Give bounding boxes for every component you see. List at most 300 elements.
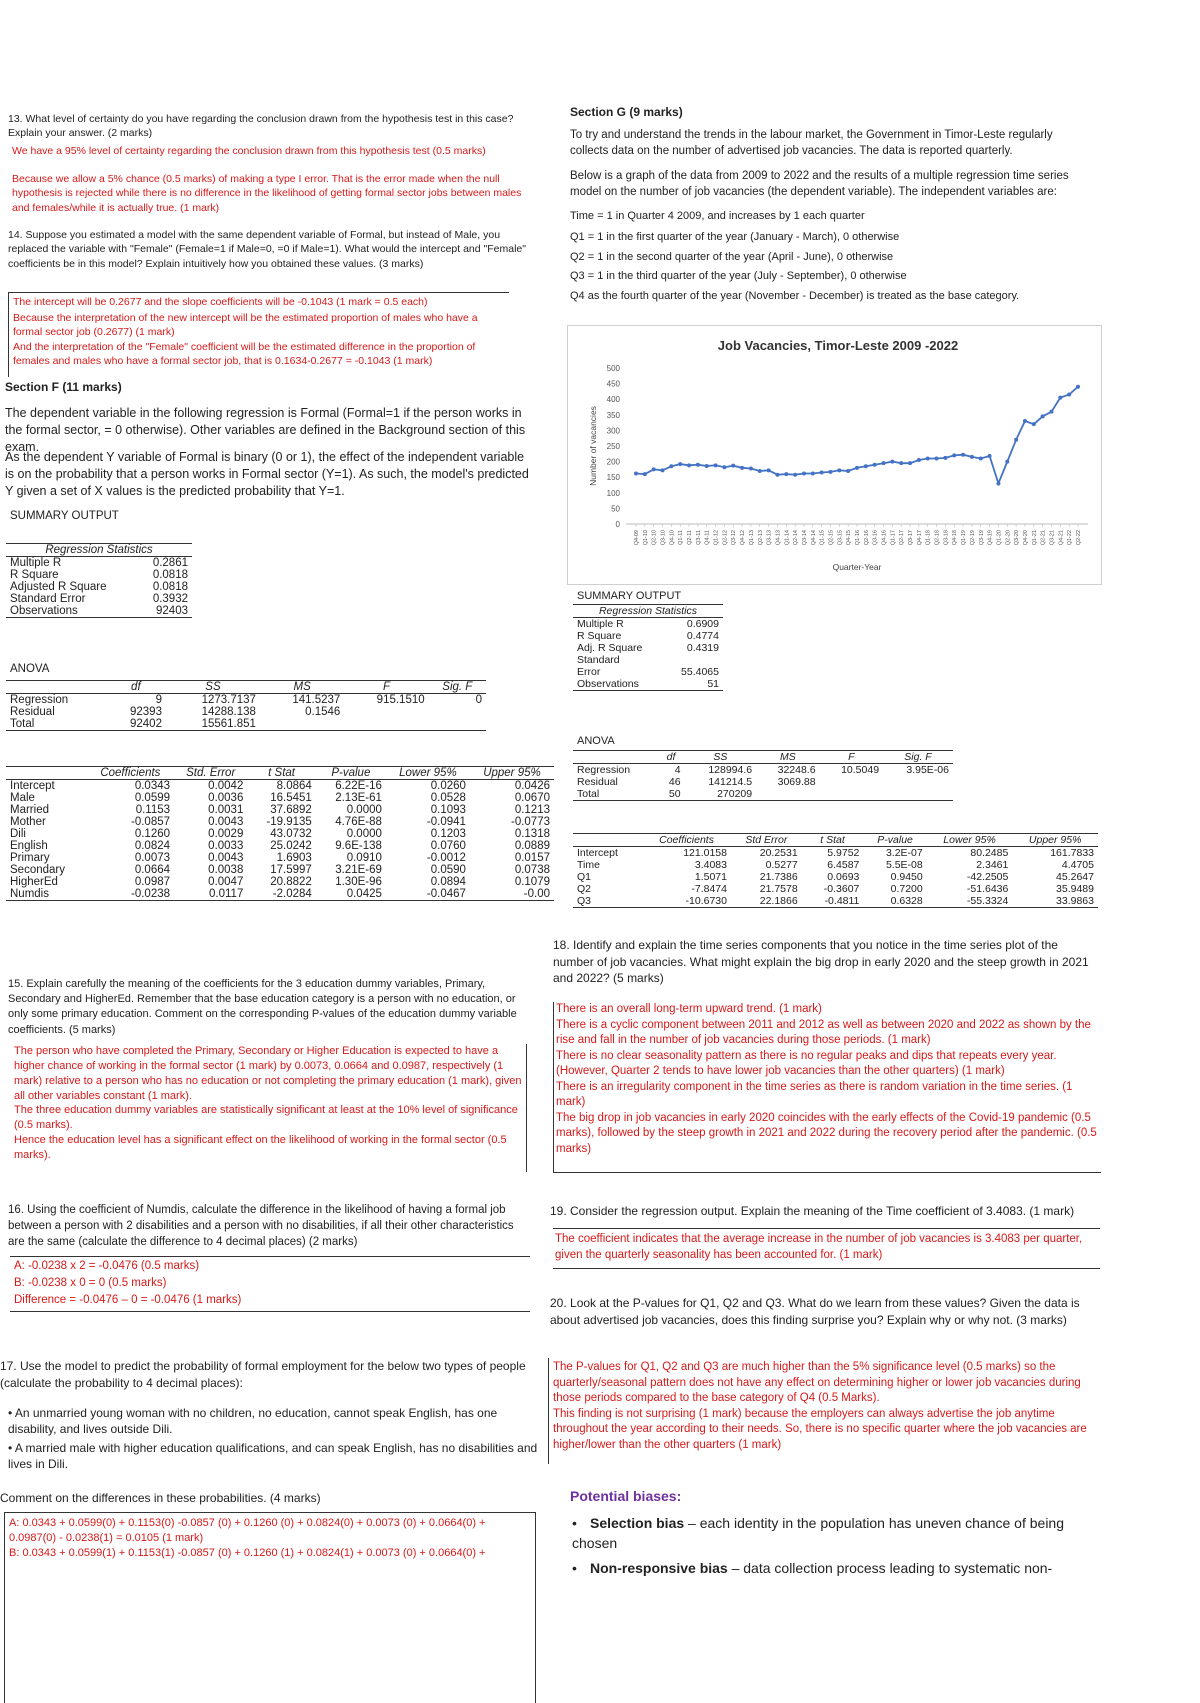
x-tick-label: Q4-18 <box>952 530 959 546</box>
data-point <box>1058 396 1062 400</box>
divider <box>10 1311 530 1312</box>
table-row <box>6 581 192 593</box>
data-point <box>1076 385 1080 389</box>
col-header: Lower 95% <box>386 767 470 780</box>
q18-answer-2: There is a cyclic component between 2011 and 2012 as well as between 2020 and 2022 as shown by the rise and fall in the number of job vacancies during those periods. (1 mark) <box>556 1018 1091 1047</box>
table-row <box>573 654 723 666</box>
table-row <box>6 888 554 901</box>
cell: -0.0467 <box>386 888 470 901</box>
cell: 45.2647 <box>1056 871 1094 883</box>
x-tick-label: Q2-18 <box>934 530 941 546</box>
q15-answer-box <box>14 1044 527 1172</box>
divider <box>10 1256 530 1257</box>
q18-answer-box <box>553 1002 1101 1173</box>
stat-label: Observations <box>573 678 665 691</box>
cell: 25.0242 <box>270 840 312 852</box>
cell: Regression <box>577 764 631 776</box>
data-point <box>758 469 762 473</box>
cell: 0.0738 <box>514 864 550 876</box>
q17-text: 17. Use the model to predict the probability of formal employment for the below two types of people (calculate the probability to 4 decimal places): <box>0 1359 526 1390</box>
x-tick-label: Q3-19 <box>978 530 985 546</box>
x-tick-label: Q1-12 <box>713 530 720 546</box>
divider <box>553 1228 1100 1229</box>
y-tick-label: 350 <box>606 410 620 420</box>
regstats-title-right: Regression Statistics <box>573 605 723 618</box>
table-row <box>573 764 953 777</box>
regstats-table-left <box>6 543 192 618</box>
data-point <box>899 461 903 465</box>
table-row <box>573 871 1098 883</box>
x-tick-label: Q4-13 <box>775 530 782 546</box>
y-tick-label: 50 <box>611 504 620 514</box>
cell: 141214.5 <box>708 776 753 788</box>
q15-answer-1: The person who have completed the Primary, Secondary or Higher Education is expected to have a higher chance of working in the formal sector (1 mark) by 0.0073, 0.0664 and 0.0987, respectively (1 mark) relative to a person who has no education or not completing the primary education (1 mark), given all other variables constant (1 mark). <box>14 1045 522 1102</box>
x-tick-label: Q4-11 <box>704 530 711 545</box>
q16-answer-1: A: -0.0238 x 2 = -0.0476 (0.5 marks) <box>14 1260 200 1272</box>
stat-value: 0.0818 <box>152 569 188 581</box>
cell: 0.1318 <box>514 828 550 840</box>
cell: 4.4705 <box>1061 859 1094 871</box>
stat-label: R Square <box>10 569 59 581</box>
stat-label: Multiple R <box>10 557 62 569</box>
cell: 0.6328 <box>863 895 926 908</box>
cell: 8.0864 <box>276 780 312 792</box>
cell: 0.0599 <box>134 792 171 804</box>
cell: 0.0528 <box>430 792 466 804</box>
x-tick-label: Q2-12 <box>722 530 729 546</box>
col-header: MS <box>260 681 344 694</box>
data-point <box>996 481 1000 485</box>
cell: 0.0343 <box>134 780 171 792</box>
data-point <box>1067 393 1071 397</box>
x-tick-label: Q4-16 <box>881 530 888 546</box>
data-point <box>926 456 930 460</box>
x-tick-label: Q4-10 <box>669 530 676 546</box>
col-header: SS <box>166 681 260 694</box>
cell: 32248.6 <box>777 764 816 776</box>
x-tick-label: Q4-14 <box>810 530 817 546</box>
cell: Residual <box>577 776 618 788</box>
cell: 3069.88 <box>777 776 816 788</box>
variable-def-q2: Q2 = 1 in the second quarter of the year (April - June), 0 otherwise <box>570 251 894 263</box>
x-tick-label: Q2-10 <box>651 530 658 546</box>
x-tick-label: Q3-11 <box>695 530 702 545</box>
cell: 0.0117 <box>174 888 247 901</box>
x-tick-label: Q1-17 <box>890 530 897 546</box>
q14-answer-2: Because the interpretation of the new intercept will be the estimated proportion of males who have a formal sector job (0.2677) (1 mark) <box>13 312 478 339</box>
cell: 0.1260 <box>134 828 171 840</box>
stat-value: 51 <box>665 678 723 691</box>
y-tick-label: 200 <box>606 457 620 467</box>
data-point <box>687 463 691 467</box>
cell: 4.76E-88 <box>335 816 382 828</box>
cell: 92393 <box>129 706 162 718</box>
summary-output-label: SUMMARY OUTPUT <box>10 510 119 522</box>
q13-answer-1: We have a 95% level of certainty regarding the conclusion drawn from this hypothesis test (0.5 marks) <box>12 145 486 157</box>
cell: 0.1546 <box>305 706 341 718</box>
cell: 121.0158 <box>683 847 727 859</box>
q13-answer-2: Because we allow a 5% chance (0.5 marks) of making a type I error. That is the error made when the null hypothesis is rejected while there is no difference in the likelihood of getting formal sector jobs between males and females/while it is actually true. (1 mark) <box>12 173 522 214</box>
section-g-title: Section G (9 marks) <box>570 105 683 119</box>
cell: -0.0012 <box>426 852 466 864</box>
variable-def-q4: Q4 as the fourth quarter of the year (November - December) is treated as the base category. <box>570 290 1020 302</box>
x-tick-label: Q1-10 <box>642 530 649 546</box>
table-row <box>6 706 486 718</box>
q18-answer-1: There is an overall long-term upward trend. (1 mark) <box>556 1003 822 1015</box>
table-row <box>573 788 953 801</box>
row-label: Intercept <box>10 780 55 792</box>
table-row <box>6 593 192 605</box>
data-point <box>882 461 886 465</box>
cell: 3.2E-07 <box>885 847 923 859</box>
cell: 33.9863 <box>1012 895 1098 908</box>
data-point <box>855 466 859 470</box>
cell: 3.4083 <box>694 859 727 871</box>
q17-bullet-2-text: A married male with higher education qualifications, and can speak English, has no disabilities and lives in Dili. <box>8 1441 538 1472</box>
cell: 0.0260 <box>430 780 466 792</box>
stat-value: 92403 <box>138 605 192 618</box>
cell: 0.0029 <box>208 828 244 840</box>
y-tick-label: 300 <box>606 426 620 436</box>
data-point <box>828 470 832 474</box>
data-point <box>775 473 779 477</box>
job-vacancies-chart <box>568 326 1101 584</box>
table-row <box>6 569 192 581</box>
q17-bullet-2: • A married male with higher education qualifications, and can speak English, has no disabilities and lives in Dili. <box>8 1441 538 1472</box>
q17-bullet-1: • An unmarried young woman with no children, no education, cannot speak English, has one disability, and lives outside Dili. <box>8 1406 498 1437</box>
table-row <box>573 883 1098 895</box>
col-header: t Stat <box>247 767 315 780</box>
stat-value: 0.3932 <box>152 593 188 605</box>
cell: -0.0773 <box>510 816 550 828</box>
cell: 0.0073 <box>134 852 171 864</box>
cell: 0.0038 <box>208 864 244 876</box>
cell: 0.0043 <box>208 852 244 864</box>
col-header: Std Error <box>731 834 802 847</box>
row-label: Q3 <box>573 895 642 908</box>
cell: -7.8474 <box>691 883 727 895</box>
cell: 0.0042 <box>208 780 244 792</box>
cell: Total <box>573 788 657 801</box>
y-tick-label: 150 <box>606 473 620 483</box>
col-header: Lower 95% <box>927 834 1013 847</box>
x-tick-label: Q1-22 <box>1067 530 1074 546</box>
cell: 20.2531 <box>759 847 798 859</box>
stat-label: Observations <box>6 605 138 618</box>
y-axis-label: Number of vacancies <box>588 406 598 486</box>
row-label: Mother <box>10 816 46 828</box>
table-row <box>573 847 1098 860</box>
q17-answer-box <box>4 1512 536 1703</box>
data-point <box>634 471 638 475</box>
q19-text: 19. Consider the regression output. Explain the meaning of the Time coefficient of 3.4083. (1 mark) <box>550 1204 1075 1218</box>
stat-label: Adjusted R Square <box>10 581 107 593</box>
q14-answer-3: And the interpretation of the "Female" coefficient will be the estimated difference in the proportion of females and males who have a formal sector job, that is 0.1634-0.2677 = -0.1043 (1 mark) <box>13 340 476 367</box>
bullet: • <box>572 1515 577 1531</box>
cell: 9 <box>155 694 162 706</box>
col-header: Sig. F <box>883 751 953 764</box>
x-tick-label: Q1-18 <box>925 530 932 546</box>
x-tick-label: Q3-16 <box>872 530 879 546</box>
chart-frame <box>567 325 1102 585</box>
table-row <box>573 630 723 642</box>
cell: 0.0426 <box>514 780 550 792</box>
table-row <box>6 804 554 816</box>
biases-title: Potential biases: <box>570 1488 682 1504</box>
data-point <box>837 468 841 472</box>
row-label: Numdis <box>6 888 87 901</box>
x-tick-label: Q4-20 <box>1022 530 1029 546</box>
q20-answer-box <box>548 1358 1101 1464</box>
cell: 0.5277 <box>765 859 798 871</box>
cell: 0.7200 <box>890 883 923 895</box>
x-tick-label: Q2-22 <box>1076 530 1082 546</box>
data-point <box>1032 422 1036 426</box>
bias-desc: – each identity in the population has uneven chance of being chosen <box>572 1515 1064 1552</box>
table-row <box>6 718 486 731</box>
q15-answer-3: Hence the education level has a significant effect on the likelihood of working in the formal sector (0.5 marks). <box>14 1134 507 1161</box>
cell: -0.3607 <box>823 883 860 895</box>
bias-name: Selection bias <box>590 1515 685 1531</box>
q18-answer-3: There is no clear seasonality pattern as there is no regular peaks and dips that repeats every year. (However, Quarter 2 tends to have lower job vacancies than the other quarters) (1 mark) <box>556 1049 1057 1078</box>
x-tick-label: Q3-14 <box>801 530 808 546</box>
stat-value: 55.4065 <box>681 666 719 678</box>
cell: 22.1866 <box>731 895 802 908</box>
y-tick-label: 400 <box>606 395 620 405</box>
data-point <box>943 456 947 460</box>
section-f-title: Section F (11 marks) <box>5 380 122 394</box>
q20-answer-1: The P-values for Q1, Q2 and Q3 are much higher than the 5% significance level (0.5 marks) so the quarterly/seasonal pattern does not have any effect on determining higher or lower job vacancies during those periods compared to the base category of Q4 (0.5 Marks). <box>553 1361 1081 1405</box>
cell: 4 <box>674 764 681 776</box>
y-tick-label: 450 <box>606 379 620 389</box>
data-point <box>643 472 647 476</box>
x-tick-label: Q2-20 <box>1005 530 1012 546</box>
data-point <box>705 464 709 468</box>
cell: 15561.851 <box>166 718 260 731</box>
y-tick-label: 100 <box>606 488 620 498</box>
cell: 46 <box>668 776 681 788</box>
table-row <box>573 895 1098 908</box>
data-point <box>1041 414 1045 418</box>
data-point <box>767 468 771 472</box>
variable-def-time: Time = 1 in Quarter 4 2009, and increases by 1 each quarter <box>570 210 865 222</box>
table-row <box>573 859 1098 871</box>
x-tick-label: Q3-20 <box>1014 530 1021 546</box>
data-point <box>652 467 656 471</box>
cell: 0.0670 <box>514 792 550 804</box>
cell: 2.3461 <box>976 859 1009 871</box>
cell: 0 <box>475 694 482 706</box>
cell: 0.9450 <box>890 871 923 883</box>
cell: 0.0157 <box>514 852 550 864</box>
q14-text: 14. Suppose you estimated a model with the same dependent variable of Formal, but instead of Male, you replaced the variable with "Female" (Female=1 if Male=0, =0 if Male=1). What would the intercept and "Female" coefficients be in this model? Explain intuitively how you obtained these values. (3 marks) <box>8 229 526 270</box>
data-point <box>1049 410 1053 414</box>
cell: -0.4811 <box>802 895 864 908</box>
col-header: df <box>106 681 166 694</box>
table-row <box>573 618 723 631</box>
q17-answer-1: A: 0.0343 + 0.0599(0) + 0.1153(0) -0.0857 (0) + 0.1260 (0) + 0.0824(0) + 0.0073 (0) + 0.0664(0) + 0.0987(0) - 0.0238(1) = 0.0105 (1 mark) <box>9 1517 486 1544</box>
cell: 915.1510 <box>376 694 425 706</box>
row-label: Male <box>10 792 35 804</box>
row-label: Time <box>577 859 600 871</box>
cell: 0.0036 <box>208 792 244 804</box>
q16-answer-3: Difference = -0.0476 – 0 = -0.0476 (1 marks) <box>14 1294 242 1306</box>
row-label: HigherEd <box>10 876 58 888</box>
table-row <box>6 876 554 888</box>
cell: 0.0033 <box>208 840 244 852</box>
cell: 0.0425 <box>316 888 386 901</box>
cell: 21.7578 <box>759 883 798 895</box>
x-tick-label: Q1-16 <box>855 530 861 546</box>
x-tick-label: Q2-21 <box>1040 530 1047 546</box>
cell: 14288.138 <box>201 706 256 718</box>
x-tick-label: Q3-21 <box>1049 530 1056 546</box>
stat-value: 0.4319 <box>686 642 719 654</box>
table-row <box>573 642 723 654</box>
anova-table-left <box>6 680 486 731</box>
q18-answer-4: There is an irregularity component in the time series as there is random variation in the time series. (1 mark) <box>556 1080 1073 1109</box>
anova-table-right <box>573 750 953 801</box>
data-point <box>917 458 921 462</box>
data-point <box>740 466 744 470</box>
data-point <box>722 465 726 469</box>
x-tick-label: Q2-13 <box>757 530 764 546</box>
stat-value <box>665 654 723 666</box>
table-row <box>6 864 554 876</box>
bias-item-nonresponse <box>572 1558 1092 1578</box>
cell: 21.7386 <box>759 871 798 883</box>
data-point <box>961 453 965 457</box>
cell: -0.0238 <box>87 888 174 901</box>
regstats-table-right <box>573 604 723 691</box>
row-label: Q1 <box>577 871 592 883</box>
data-point <box>1005 460 1009 464</box>
col-header: F <box>344 681 428 694</box>
x-tick-label: Q2-14 <box>793 530 800 546</box>
q17-answer-2: B: 0.0343 + 0.0599(1) + 0.1153(1) -0.0857 (0) + 0.1260 (1) + 0.0824(1) + 0.0073 (0) + 0.0664(0) + <box>9 1546 486 1559</box>
table-row <box>6 840 554 852</box>
table-row <box>6 780 554 793</box>
x-tick-label: Q3-18 <box>943 530 950 546</box>
cell: Residual <box>10 706 55 718</box>
cell: 0.0889 <box>514 840 550 852</box>
data-point <box>846 469 850 473</box>
summary-output-label-right: SUMMARY OUTPUT <box>577 590 682 602</box>
x-tick-label: Q1-11 <box>678 530 685 545</box>
x-tick-label: Q4-15 <box>846 530 853 546</box>
cell: -0.0941 <box>426 816 466 828</box>
data-point <box>802 471 806 475</box>
table-row <box>6 694 486 707</box>
section-f-p1: The dependent variable in the following regression is Formal (Formal=1 if the person works in the formal sector, = 0 otherwise). Other variables are defined in the Background section of this exam. <box>5 406 526 454</box>
x-tick-label: Q4-17 <box>916 530 923 546</box>
x-tick-label: Q1-21 <box>1031 530 1038 546</box>
data-point <box>749 466 753 470</box>
data-point <box>820 471 824 475</box>
cell: 2.13E-61 <box>335 792 382 804</box>
cell: 0.1213 <box>514 804 550 816</box>
x-tick-label: Q2-17 <box>899 530 906 546</box>
x-tick-label: Q3-12 <box>731 530 738 546</box>
q14-answer-1: The intercept will be 0.2677 and the slope coefficients will be -0.1043 (1 mark = 0.5 each) <box>13 296 428 308</box>
x-tick-label: Q3-13 <box>766 530 773 546</box>
cell: 0.0987 <box>134 876 171 888</box>
x-tick-label: Q3-15 <box>837 530 844 546</box>
data-point <box>890 460 894 464</box>
cell: 0.1153 <box>135 804 171 816</box>
cell: 3.95E-06 <box>906 764 949 776</box>
stat-label: Adj. R Square <box>577 642 643 654</box>
x-tick-label: Q3-10 <box>660 530 667 546</box>
col-header: df <box>657 751 684 764</box>
cell: -0.0857 <box>131 816 171 828</box>
cell: 80.2485 <box>970 847 1009 859</box>
stat-label: Standard Error <box>10 593 86 605</box>
cell: 0.0043 <box>208 816 244 828</box>
cell: 161.7833 <box>1050 847 1094 859</box>
data-point <box>988 454 992 458</box>
data-point <box>1023 419 1027 423</box>
cell: 92402 <box>106 718 166 731</box>
cell: 270209 <box>685 788 757 801</box>
x-tick-label: Q3-17 <box>908 530 915 546</box>
q20-text: 20. Look at the P-values for Q1, Q2 and Q3. What do we learn from these values? Given the data is about advertised job vacancies, does this finding surprise you? Explain why or why not. (3 marks) <box>550 1296 1080 1327</box>
row-label: Primary <box>10 852 50 864</box>
bias-name: Non-responsive bias <box>590 1560 728 1576</box>
col-header: MS <box>756 751 819 764</box>
stat-value: 0.2861 <box>152 557 188 569</box>
cell: 3.21E-69 <box>335 864 382 876</box>
q17-comment: Comment on the differences in these probabilities. (4 marks) <box>0 1491 321 1505</box>
data-point <box>793 473 797 477</box>
coef-table-right <box>573 833 1098 908</box>
q16-answer-2: B: -0.0238 x 0 = 0 (0.5 marks) <box>14 1277 167 1289</box>
table-row <box>573 678 723 691</box>
cell: 1.5071 <box>694 871 727 883</box>
cell: -19.9135 <box>266 816 312 828</box>
cell: 0.0031 <box>208 804 244 816</box>
col-header: P-value <box>863 834 926 847</box>
cell: 1.6903 <box>276 852 312 864</box>
row-label: Intercept <box>577 847 618 859</box>
stat-label: Multiple R <box>577 618 624 630</box>
data-point <box>661 468 665 472</box>
cell: 5.5E-08 <box>885 859 923 871</box>
q15-text: 15. Explain carefully the meaning of the coefficients for the 3 education dummy variables, Primary, Secondary and HigherEd. Remember that the base education category is a person with no education, or only some primary education. Comment on the corresponding P-values of the education dummy variable coefficients. (5 marks) <box>8 978 517 1036</box>
cell: 141.5237 <box>292 694 341 706</box>
cell: Total <box>6 718 106 731</box>
cell: 1.30E-96 <box>335 876 382 888</box>
regstats-title: Regression Statistics <box>6 544 192 557</box>
cell: -2.0284 <box>247 888 315 901</box>
cell: 0.0000 <box>346 804 382 816</box>
data-point <box>1014 438 1018 442</box>
x-tick-label: Q2-16 <box>863 530 870 546</box>
col-header: F <box>820 751 883 764</box>
stat-label: Error <box>577 666 601 678</box>
row-label: Q2 <box>577 883 592 895</box>
x-tick-label: Q1-19 <box>961 530 968 546</box>
cell: 0.0590 <box>430 864 466 876</box>
x-tick-label: Q1-13 <box>748 530 755 546</box>
data-point <box>714 463 718 467</box>
cell: -55.3324 <box>927 895 1013 908</box>
data-point <box>784 472 788 476</box>
cell: 0.1093 <box>430 804 466 816</box>
x-tick-label: Q1-14 <box>784 530 791 546</box>
cell: 0.0824 <box>134 840 171 852</box>
table-row <box>573 666 723 678</box>
